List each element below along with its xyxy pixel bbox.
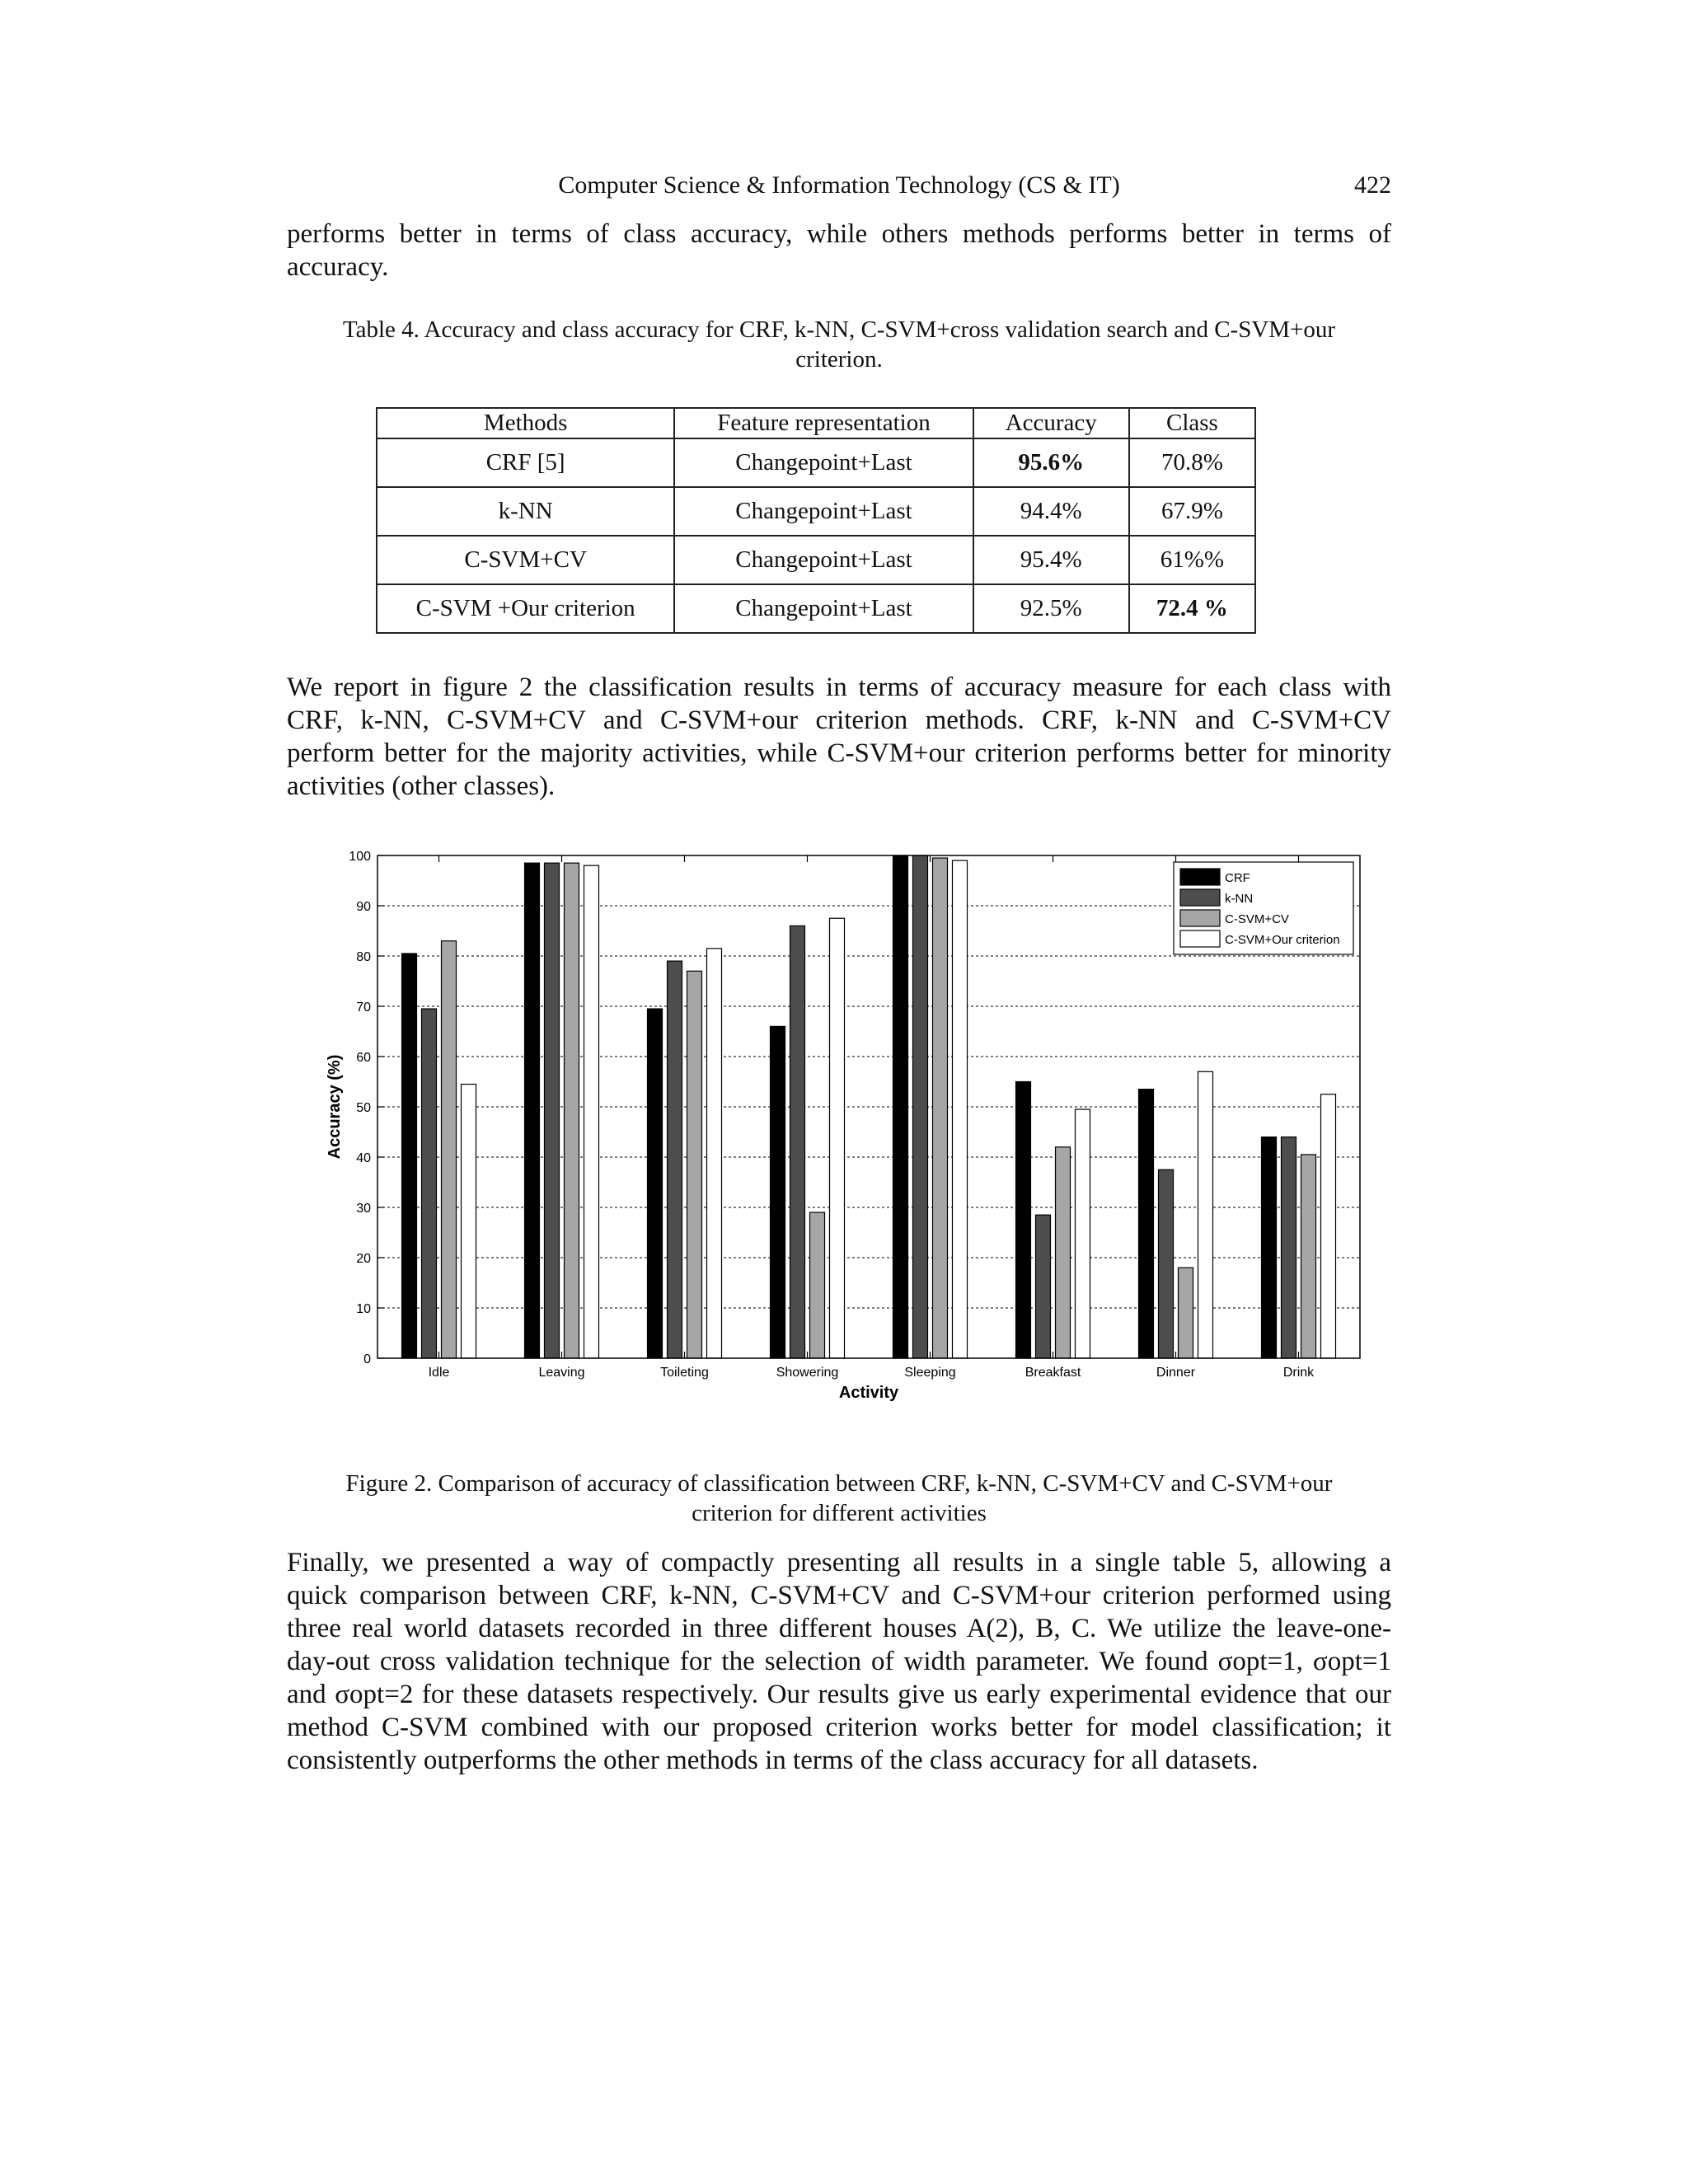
caption-line: Figure 2. Comparison of accuracy of classification between CRF, k-NN, C-SVM+CV and C-SVM+our: [345, 1470, 1333, 1497]
accuracy-cell: 94.4%: [973, 487, 1129, 536]
legend-swatch: [1180, 869, 1220, 885]
legend-label: C-SVM+CV: [1225, 912, 1289, 926]
class-cell: 70.8%: [1129, 438, 1255, 487]
x-tick-label: Drink: [1282, 1366, 1315, 1380]
table-row: [377, 536, 1255, 584]
feature-cell: Changepoint+Last: [674, 536, 973, 584]
text-line: We report in figure 2 the classification results in terms of accuracy measure for each class with: [287, 673, 1391, 702]
bar-k-nn: [1159, 1169, 1174, 1358]
bar-c-svm-our-criterion: [1076, 1109, 1090, 1358]
bar-c-svm-our-criterion: [953, 860, 968, 1358]
legend-swatch: [1180, 930, 1220, 947]
x-tick-label: Toileting: [660, 1366, 709, 1380]
table-row: [377, 487, 1255, 536]
bar-crf: [1262, 1137, 1277, 1358]
bar-c-svm-cv: [1301, 1155, 1316, 1358]
method-cell: k-NN: [377, 487, 674, 536]
bar-c-svm-our-criterion: [830, 918, 845, 1358]
caption-line: Table 4. Accuracy and class accuracy for CRF, k-NN, C-SVM+cross validation search and C-SVM+our: [342, 316, 1336, 343]
results-table: [376, 407, 1256, 634]
y-tick-label: 0: [363, 1352, 371, 1366]
caption-line: criterion.: [795, 346, 883, 373]
y-tick-label: 50: [356, 1101, 371, 1115]
header-cell: Class: [1129, 408, 1255, 438]
x-tick-label: Showering: [776, 1366, 839, 1380]
class-cell: 67.9%: [1129, 487, 1255, 536]
bar-c-svm-cv: [565, 863, 579, 1358]
bar-crf: [648, 1009, 663, 1358]
intro-paragraph: [287, 218, 1391, 284]
running-header: [287, 171, 1391, 208]
results-paragraph: [287, 671, 1391, 803]
table-row: [377, 584, 1255, 633]
journal-title: Computer Science & Information Technology (CS & IT): [558, 171, 1120, 199]
text-line: quick comparison between CRF, k-NN, C-SVM+CV and C-SVM+our criterion performed using: [287, 1581, 1391, 1610]
accuracy-cell: 95.4%: [973, 536, 1129, 584]
text-line: three real world datasets recorded in three different houses A(2), B, C. We utilize the leave-one-: [287, 1614, 1391, 1643]
method-cell: C-SVM +Our criterion: [377, 584, 674, 633]
x-tick-label: Sleeping: [904, 1366, 956, 1380]
text-line: method C-SVM combined with our proposed criterion works better for model classification; it: [287, 1713, 1391, 1742]
bar-c-svm-cv: [442, 941, 457, 1358]
bar-c-svm-our-criterion: [707, 949, 722, 1358]
text-line: day-out cross validation technique for the selection of width parameter. We found σopt=1, σopt=1: [287, 1647, 1391, 1676]
x-tick-label: Idle: [428, 1366, 450, 1380]
y-tick-label: 30: [356, 1202, 371, 1216]
chart-svg: [321, 841, 1376, 1409]
bar-crf: [525, 863, 540, 1358]
legend-label: C-SVM+Our criterion: [1225, 933, 1340, 947]
figure-caption: [287, 1469, 1391, 1528]
bar-c-svm-cv: [687, 971, 702, 1358]
legend-swatch: [1180, 889, 1220, 906]
y-tick-label: 70: [356, 1001, 371, 1015]
feature-cell: Changepoint+Last: [674, 487, 973, 536]
header-cell: Methods: [377, 408, 674, 438]
bar-c-svm-our-criterion: [1198, 1071, 1213, 1358]
bar-crf: [1139, 1090, 1154, 1358]
bar-c-svm-cv: [1056, 1147, 1071, 1358]
method-cell: CRF [5]: [377, 438, 674, 487]
header-cell: Feature representation: [674, 408, 973, 438]
legend-label: CRF: [1225, 871, 1250, 885]
bar-c-svm-our-criterion: [462, 1085, 476, 1358]
table-row: [377, 438, 1255, 487]
legend-label: k-NN: [1225, 892, 1254, 906]
x-axis-label: Activity: [838, 1384, 899, 1402]
class-cell: 61%%: [1129, 536, 1255, 584]
bar-crf: [402, 954, 417, 1358]
header-cell: Accuracy: [973, 408, 1129, 438]
bar-c-svm-our-criterion: [584, 865, 599, 1358]
y-tick-label: 10: [356, 1302, 371, 1316]
table-header-row: [377, 408, 1255, 438]
text-line: CRF, k-NN, C-SVM+CV and C-SVM+our criterion methods. CRF, k-NN and C-SVM+CV: [287, 705, 1391, 735]
method-cell: C-SVM+CV: [377, 536, 674, 584]
x-tick-label: Dinner: [1156, 1366, 1196, 1380]
text-line: performs better in terms of class accuracy, while others methods performs better in terms of: [287, 219, 1391, 249]
y-tick-label: 100: [349, 850, 371, 864]
text-line: activities (other classes).: [287, 771, 556, 801]
conclusion-paragraph: [287, 1546, 1391, 1777]
y-tick-label: 90: [356, 900, 371, 914]
x-tick-label: Leaving: [538, 1366, 585, 1380]
bar-k-nn: [1036, 1215, 1051, 1358]
bar-k-nn: [422, 1009, 437, 1358]
text-line: perform better for the majority activities, while C-SVM+our criterion performs better for minority: [287, 738, 1391, 768]
y-tick-label: 40: [356, 1151, 371, 1165]
class-cell: 72.4 %: [1129, 584, 1255, 633]
caption-line: criterion for different activities: [692, 1500, 987, 1526]
bar-c-svm-our-criterion: [1321, 1094, 1336, 1358]
accuracy-cell: 95.6%: [973, 438, 1129, 487]
y-tick-label: 60: [356, 1051, 371, 1065]
bar-k-nn: [668, 961, 682, 1358]
bar-crf: [1016, 1082, 1031, 1359]
bar-c-svm-cv: [810, 1212, 825, 1358]
bar-k-nn: [1282, 1137, 1296, 1358]
bar-k-nn: [545, 863, 560, 1358]
legend-swatch: [1180, 910, 1220, 926]
accuracy-cell: 92.5%: [973, 584, 1129, 633]
bar-k-nn: [790, 926, 805, 1358]
page-number: 422: [1354, 171, 1391, 199]
bar-c-svm-cv: [1179, 1268, 1193, 1358]
y-tick-label: 20: [356, 1252, 371, 1266]
x-tick-label: Breakfast: [1025, 1366, 1081, 1380]
bar-crf: [771, 1026, 785, 1358]
text-line: Finally, we presented a way of compactly presenting all results in a single table 5, allowing a: [287, 1548, 1391, 1577]
bar-k-nn: [913, 855, 928, 1358]
accuracy-bar-chart: [321, 841, 1376, 1409]
feature-cell: Changepoint+Last: [674, 584, 973, 633]
text-line: consistently outperforms the other methods in terms of the class accuracy for all datasets.: [287, 1746, 1259, 1775]
text-line: and σopt=2 for these datasets respectively. Our results give us early experimental evidence that our: [287, 1680, 1391, 1709]
feature-cell: Changepoint+Last: [674, 438, 973, 487]
bar-c-svm-cv: [933, 858, 948, 1358]
y-tick-label: 80: [356, 950, 371, 964]
bar-crf: [893, 855, 908, 1358]
y-axis-label: Accuracy (%): [326, 1054, 344, 1160]
table-caption: [287, 315, 1391, 374]
text-line: accuracy.: [287, 252, 389, 282]
